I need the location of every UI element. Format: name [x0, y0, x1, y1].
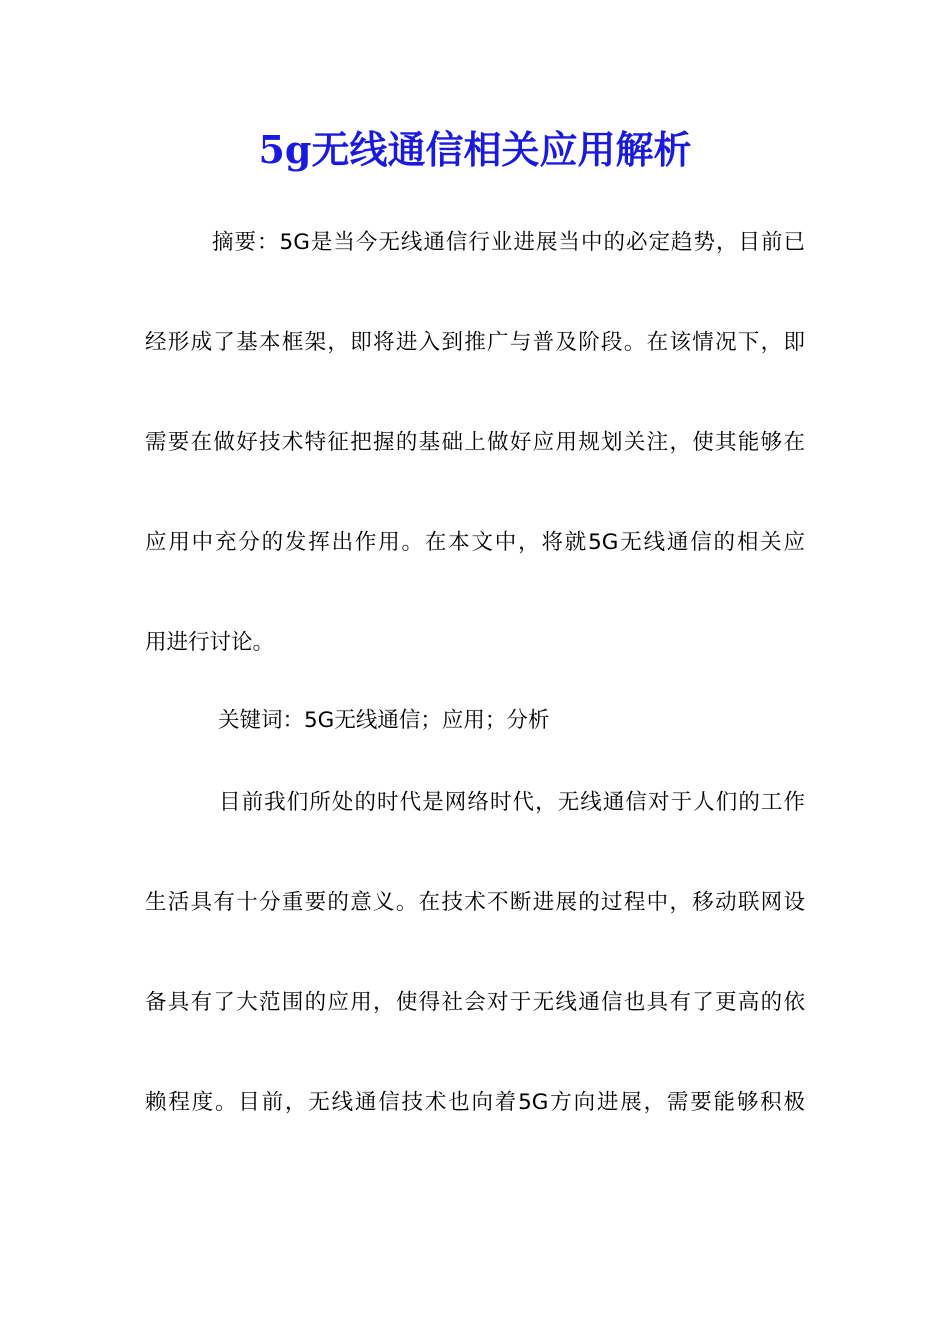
keywords-line: 关键词：5G无线通信；应用；分析 — [218, 708, 550, 733]
body-line-3: 备具有了大范围的应用，使得社会对于无线通信也具有了更高的依 — [145, 990, 805, 1015]
body-line-4: 赖程度。目前，无线通信技术也向着5G方向进展，需要能够积极 — [145, 1090, 805, 1115]
body-line-1: 目前我们所处的时代是网络时代，无线通信对于人们的工作 — [219, 790, 805, 815]
abstract-line-1: 摘要：5G是当今无线通信行业进展当中的必定趋势，目前已 — [212, 230, 805, 255]
abstract-line-3: 需要在做好技术特征把握的基础上做好应用规划关注，使其能够在 — [145, 430, 805, 455]
abstract-line-2: 经形成了基本框架，即将进入到推广与普及阶段。在该情况下，即 — [145, 330, 805, 355]
abstract-line-4: 应用中充分的发挥出作用。在本文中，将就5G无线通信的相关应 — [145, 530, 805, 555]
body-line-2: 生活具有十分重要的意义。在技术不断进展的过程中，移动联网设 — [145, 890, 805, 915]
abstract-line-5: 用进行讨论。 — [145, 630, 275, 655]
document-title: 5g无线通信相关应用解析 — [258, 127, 692, 172]
